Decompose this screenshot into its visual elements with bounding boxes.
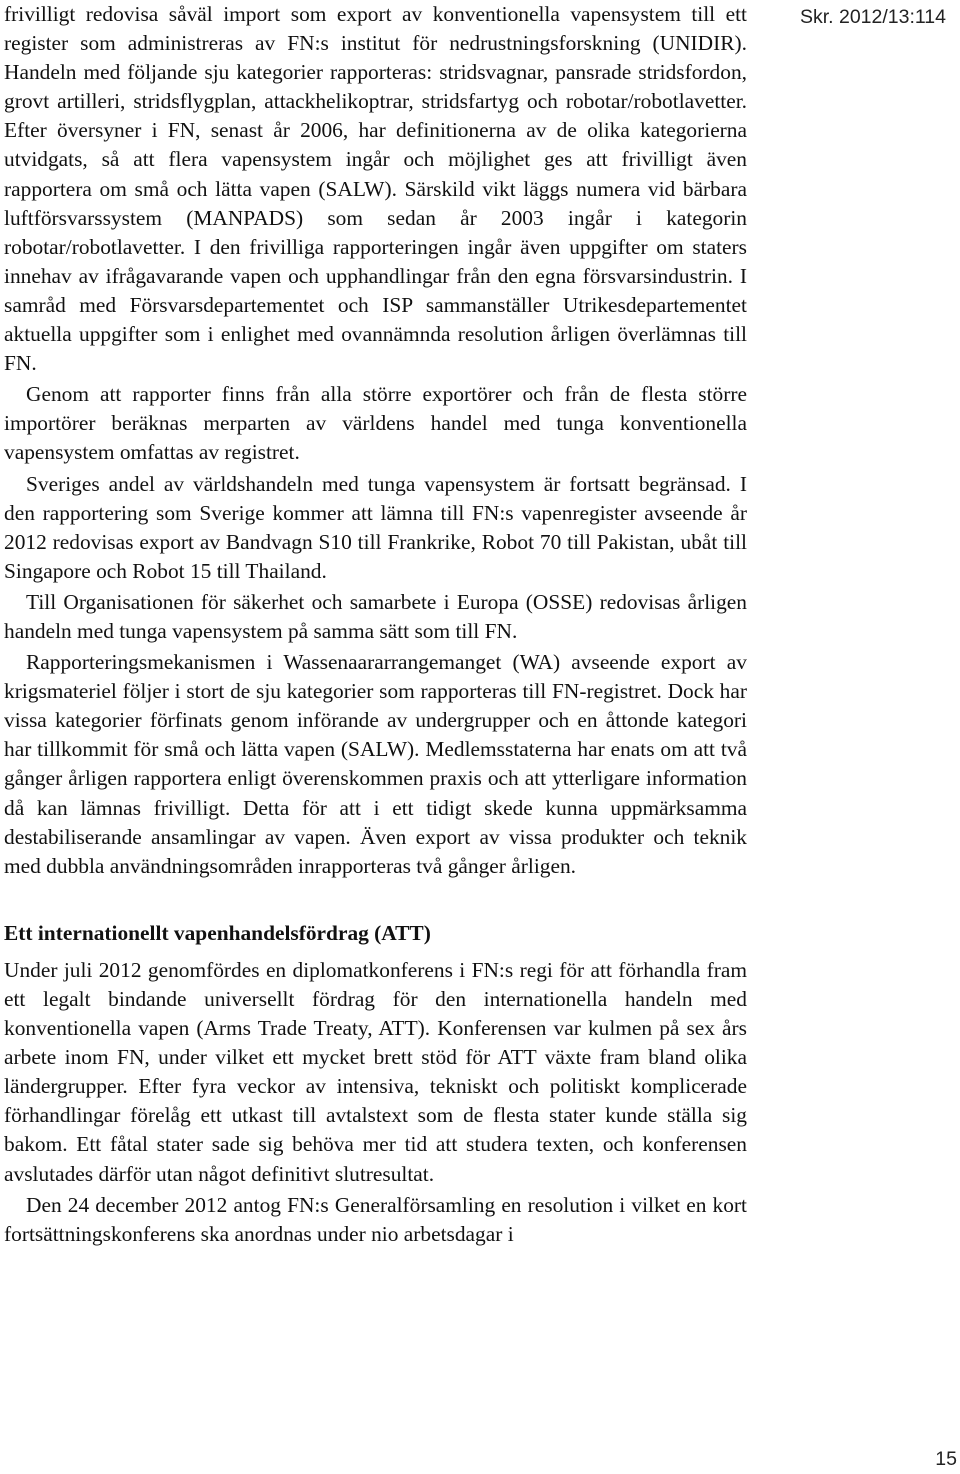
paragraph: Under juli 2012 genomfördes en diplomatkonferens i FN:s regi för att förhandla fram ett legalt bindande universellt fördrag för den internationella handeln med konventionella vapen (Arms Trade Treaty, ATT). Konferensen var kulmen på sex års arbete inom FN, under vilket ett mycket brett stöd för ATT växte fram bland olika ländergrupper. Efter fyra veckor av intensiva, tekniskt och politiskt komplicerade förhandlingar förelåg ett utkast till avtalstext som de flesta stater kunde ställa sig bakom. Ett fåtal stater sade sig behöva mer tid att studera texten, och konferensen avslutades därför utan något definitivt slutresultat. [4, 957, 747, 1186]
paragraph: Till Organisationen för säkerhet och samarbete i Europa (OSSE) redovisas årligen handeln med tunga vapensystem på samma sätt som till FN. [4, 589, 747, 643]
document-reference: Skr. 2012/13:114 [799, 6, 946, 28]
paragraph: frivilligt redovisa såväl import som export av konventionella vapensystem till ett register som administreras av FN:s institut för nedrustningsforskning (UNIDIR). Handeln med följande sju kategorier rapporteras: stridsvagnar, pansrade stridsfordon, grovt artilleri, stridsflygplan, attackhelikoptrar, stridsfartyg och robotar/robotlavetter. Efter översyner i FN, senast år 2006, har definitionerna av de olika kategorierna utvidgats, så att flera vapensystem ingår och möjlighet ges att frivilligt även rapportera om små och lätta vapen (SALW). Särskild vikt läggs numera vid bärbara luftförsvarssystem (MANPADS) som sedan år 2003 ingår i kategorin robotar/robotlavetter. I den frivilliga rapporteringen ingår även uppgifter om staters innehav av ifrågavarande vapen och upphandlingar från den egna försvarsindustrin. I samråd med Försvarsdepartementet och ISP sammanställer Utrikesdepartementet aktuella uppgifter som i enlighet med ovannämnda resolution årligen överlämnas till FN. [4, 2, 747, 376]
page-number: 15 [935, 1448, 957, 1470]
paragraph: Den 24 december 2012 antog FN:s Generalförsamling en resolution i vilket en kort fortsättningskonferens ska anordnas under nio arbetsdagar i [4, 1192, 747, 1246]
text-column [4, 0, 747, 1249]
section-heading: Ett internationellt vapenhandelsfördrag (ATT) [4, 920, 431, 945]
paragraph: Genom att rapporter finns från alla större exportörer och från de flesta större importörer beräknas merparten av världens handel med tunga konventionella vapensystem omfattas av registret. [4, 382, 747, 465]
paragraph: Sveriges andel av världshandeln med tunga vapensystem är fortsatt begränsad. I den rapportering som Sverige kommer att lämna till FN:s vapenregister avseende år 2012 redovisas export av Bandvagn S10 till Frankrike, Robot 70 till Pakistan, ubåt till Singapore och Robot 15 till Thailand. [4, 471, 747, 583]
paragraph: Rapporteringsmekanismen i Wassenaararrangemanget (WA) avseende export av krigsmateriel följer i stort de sju kategorier som rapporteras till FN-registret. Dock har vissa kategorier förfinats genom införande av undergrupper och en åttonde kategori har tillkommit för små och lätta vapen (SALW). Medlemsstaterna har enats om att två gånger årligen rapportera enligt överenskommen praxis och att ytterligare information då kan lämnas frivilligt. Detta för att i ett tidigt skede kunna uppmärksamma destabiliserande ansamlingar av vapen. Även export av vissa produkter och teknik med dubbla användningsområden inrapporteras två gånger årligen. [4, 650, 747, 878]
